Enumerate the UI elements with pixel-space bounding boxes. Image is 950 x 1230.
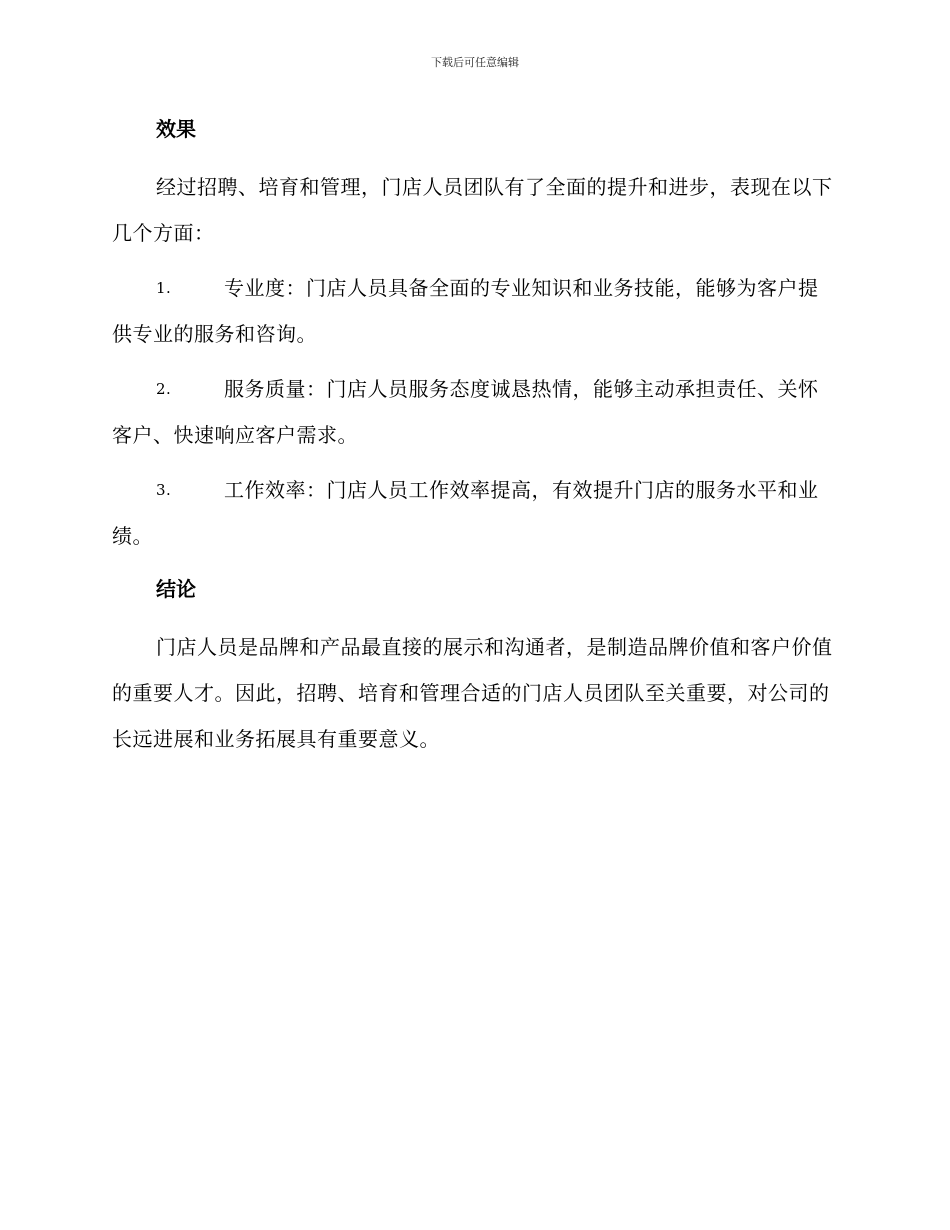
document-body: [112, 108, 836, 771]
section-heading-conclusion: 结论: [156, 577, 196, 601]
list-item: [112, 366, 836, 458]
list-item: [112, 265, 836, 357]
page-header-note: 下载后可任意编辑: [431, 56, 519, 69]
section-heading-effect: 效果: [156, 117, 196, 141]
list-item-text: 服务质量：门店人员服务态度诚恳热情，能够主动承担责任、关怀客户、快速响应客户需求。: [112, 377, 819, 447]
list-item: [112, 467, 836, 559]
list-item-number: 1.: [156, 279, 172, 297]
effect-intro-paragraph: 经过招聘、培育和管理，门店人员团队有了全面的提升和进步，表现在以下几个方面：: [112, 175, 833, 245]
list-item-number: 3.: [156, 481, 172, 499]
list-item-text: 工作效率：门店人员工作效率提高，有效提升门店的服务水平和业绩。: [112, 478, 819, 548]
list-item-text: 专业度：门店人员具备全面的专业知识和业务技能，能够为客户提供专业的服务和咨询。: [112, 276, 819, 346]
list-item-number: 2.: [156, 380, 172, 398]
conclusion-paragraph: 门店人员是品牌和产品最直接的展示和沟通者，是制造品牌价值和客户价值的重要人才。因此，招聘、培育和管理合适的门店人员团队至关重要，对公司的长远进展和业务拓展具有重要意义。: [112, 635, 833, 751]
